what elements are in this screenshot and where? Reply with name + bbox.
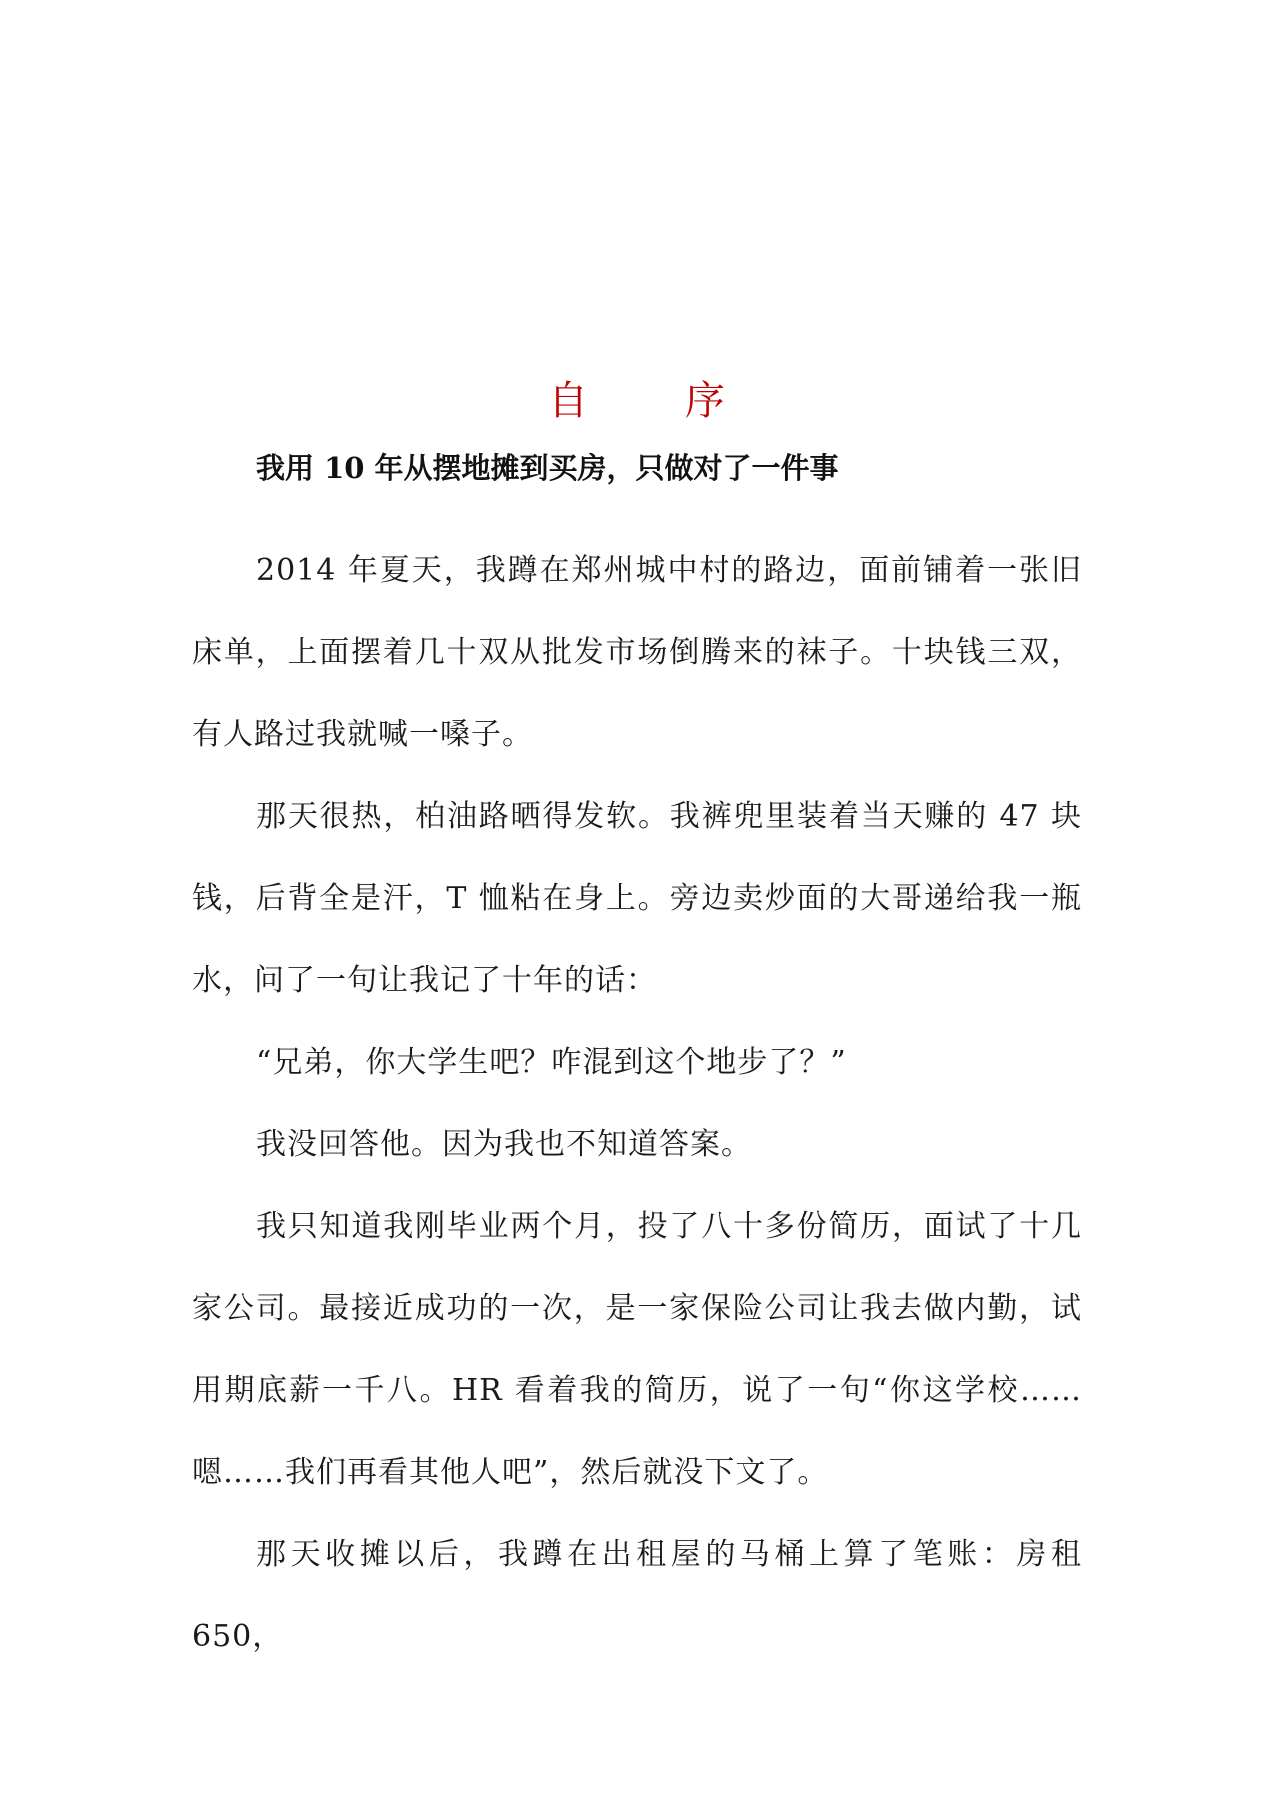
quote-paragraph: “兄弟，你大学生吧？咋混到这个地步了？” xyxy=(256,1045,847,1080)
page-title: 自 序 xyxy=(548,377,767,424)
body-text xyxy=(192,530,1082,1678)
paragraph: 2014 年夏天，我蹲在郑州城中村的路边，面前铺着一张旧床单，上面摆着几十双从批发市场倒腾来的袜子。十块钱三双，有人路过我就喊一嗓子。 xyxy=(192,553,1082,752)
paragraph: 那天收摊以后，我蹲在出租屋的马桶上算了笔账：房租 650， xyxy=(192,1537,1082,1654)
paragraph: 我只知道我刚毕业两个月，投了八十多份简历，面试了十几家公司。最接近成功的一次，是一家保险公司让我去做内勤，试用期底薪一千八。HR 看着我的简历，说了一句“你这学校……嗯……我们再看其他人吧”，然后就没下文了。 xyxy=(192,1209,1082,1490)
paragraph: 那天很热，柏油路晒得发软。我裤兜里装着当天赚的 47 块钱，后背全是汗，T 恤粘在身上。旁边卖炒面的大哥递给我一瓶水，问了一句让我记了十年的话： xyxy=(192,799,1082,998)
paragraph: 我没回答他。因为我也不知道答案。 xyxy=(256,1127,752,1162)
section-subtitle: 我用 10 年从摆地摊到买房，只做对了一件事 xyxy=(256,451,839,485)
